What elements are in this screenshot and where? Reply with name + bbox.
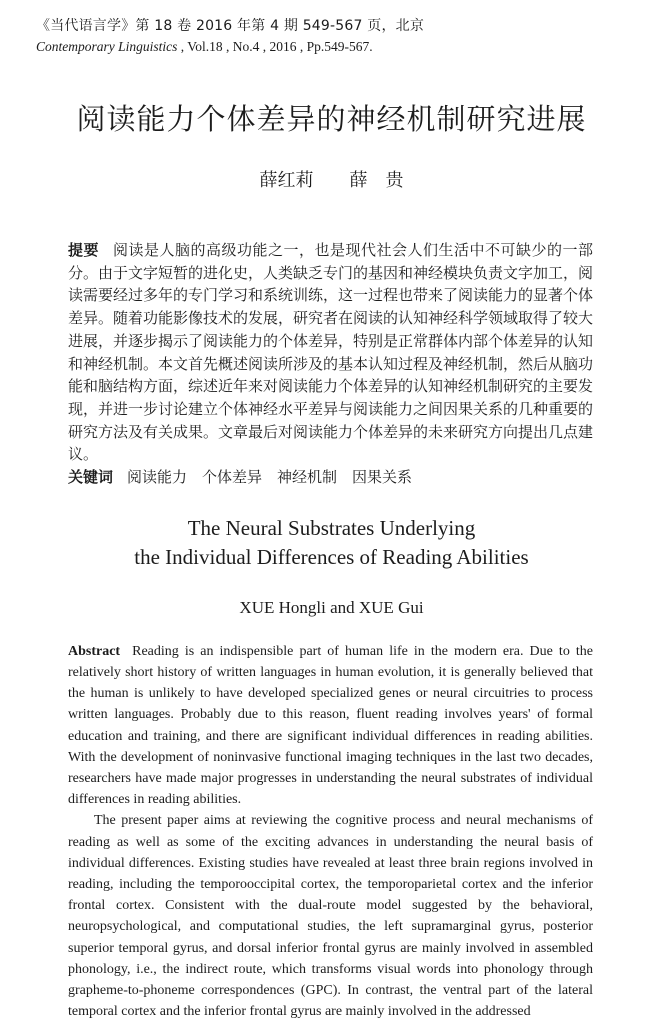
- abstract-section-cn: [68, 239, 593, 489]
- paper-page: [0, 17, 663, 1028]
- article-title-cn: 阅读能力个体差异的神经机制研究进展: [76, 102, 587, 136]
- article-title-en-line2: the Individual Differences of Reading Abilities: [134, 545, 529, 570]
- journal-issue-info: , Vol.18 , No.4 , 2016 , Pp.549-567.: [177, 39, 373, 54]
- keywords-text-cn: 阅读能力 个体差异 神经机制 因果关系: [127, 468, 413, 487]
- authors-cn: 薛红莉 薛 贵: [259, 170, 404, 191]
- journal-name-en: Contemporary Linguistics: [36, 39, 178, 54]
- abstract-paragraph-1-en: [68, 641, 593, 811]
- abstract-text-cn: 阅读是人脑的高级功能之一，也是现代社会人们生活中不可缺少的一部分。由于文字短暂的进化史，人类缺乏专门的基因和神经模块负责文字加工，阅读需要经过多年的专门学习和系统训练，这一过程也带来了阅读能力的显著个体差异。随着功能影像技术的发展，研究者在阅读的认知神经科学领域取得了较大进展，并逐步揭示了阅读能力的个体差异，特别是正常群体内部个体差异的认知和神经机制。本文首先概述阅读所涉及的基本认知过程及神经机制，然后从脑功能和脑结构方面，综述近年来对阅读能力个体差异的认知神经机制研究的主要发现，并进一步讨论建立个体神经水平差异与阅读能力之间因果关系的几种重要的研究方法及有关成果。文章最后对阅读能力个体差异的未来研究方向提出几点建议。: [68, 241, 594, 464]
- keywords-label-cn: 关键词: [68, 468, 114, 487]
- article-title-en-line1: The Neural Substrates Underlying: [187, 515, 476, 540]
- authors-en: XUE Hongli and XUE Gui: [239, 597, 424, 617]
- abstract-section-en: [68, 641, 593, 1023]
- article-title-en: [0, 514, 663, 573]
- abstract-label-en: Abstract: [68, 643, 121, 659]
- journal-citation-en: [36, 38, 663, 55]
- journal-citation-cn: 《当代语言学》第 18 卷 2016 年第 4 期 549-567 页，北京: [36, 18, 425, 34]
- keywords-line-cn: [68, 466, 593, 489]
- abstract-paragraph-2-en: The present paper aims at reviewing the cognitive process and neural mechanisms of reading as well as some of the exciting advances in understanding the neural basis of individual differences. Existing studies have revealed at least three brain regions involved in reading, including the temporooccipital cortex, the temporoparietal cortex and the inferior frontal cortex. Consistent with the dual-route model suggested by the behavioral, neuropsychological, and computational studies, the left supramarginal gyrus, posterior superior temporal gyrus, and dorsal inferior frontal gyrus are mainly involved in assembled phonology, i.e., the indirect route, which transforms visual words into phonology through grapheme-to-phoneme correspondences (GPC). In contrast, the ventral part of the lateral temporal cortex and the inferior frontal gyrus are mainly involved in the addressed: [68, 813, 593, 1020]
- abstract-label-cn: 提要: [68, 241, 99, 259]
- abstract-para1-en: Reading is an indispensible part of human life in the modern era. Due to the relatively short history of written languages in human evolution, it is generally believed that the human is unlikely to have developed specialized genes or neural circuitries to process written languages. Probably due to this reason, fluent reading involves years' of formal education and training, and there are significant individual differences in reading abilities. With the development of noninvasive functional imaging techniques in the last two decades, researchers have made major progresses in understanding the neural substrates of individual differences in reading abilities.: [68, 643, 593, 808]
- abstract-paragraph-cn: [68, 239, 593, 466]
- journal-header: [36, 17, 663, 55]
